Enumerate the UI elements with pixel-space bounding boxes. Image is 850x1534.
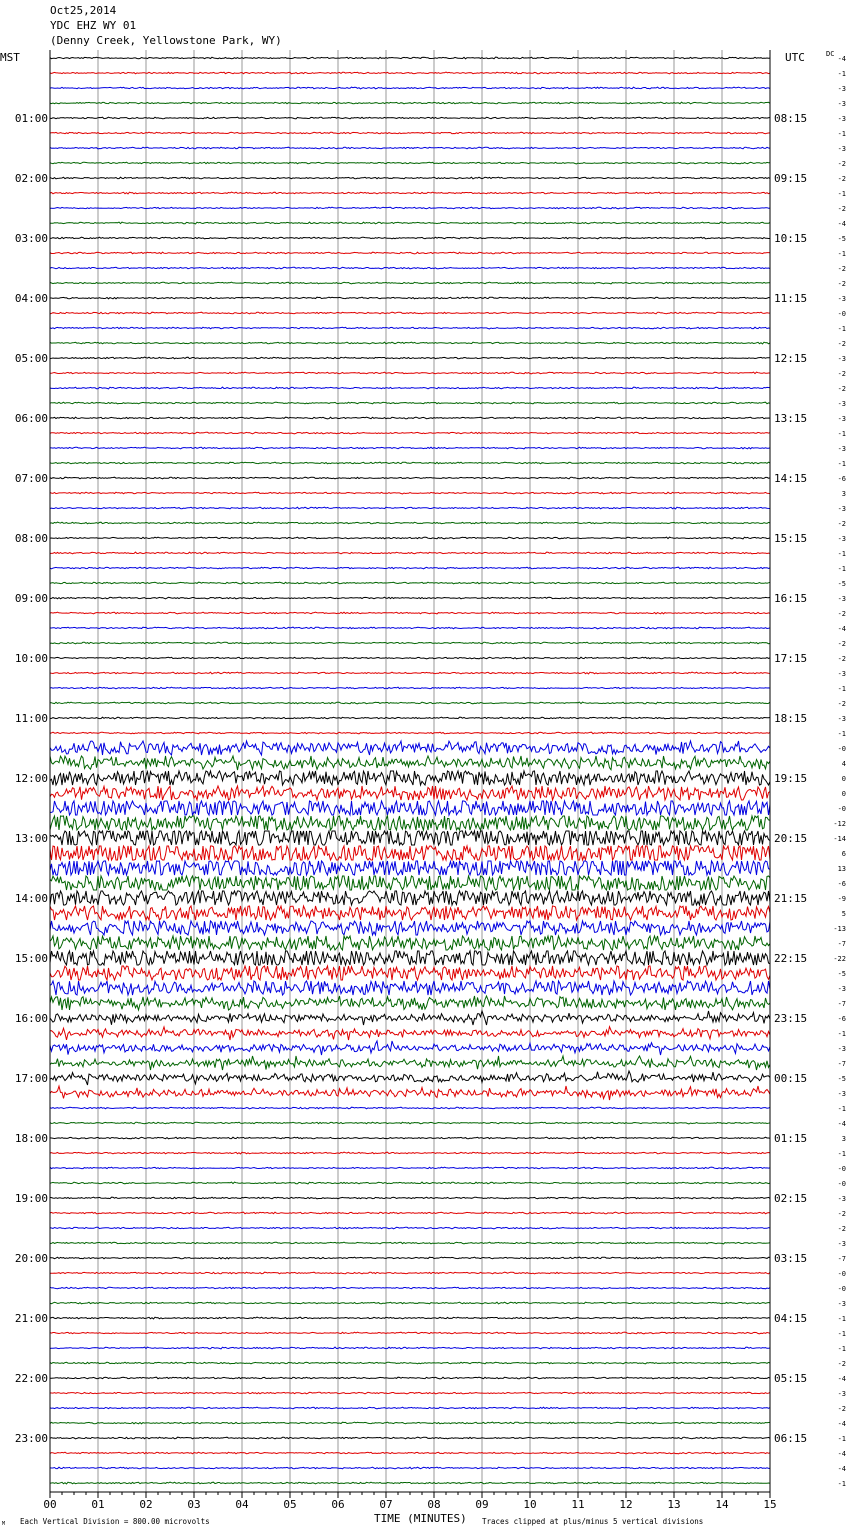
x-tick-label: 06 (331, 1498, 345, 1511)
mst-hour-label: 14:00 (14, 892, 48, 905)
trace-row (50, 906, 770, 920)
mst-hour-label: 21:00 (14, 1312, 48, 1325)
dc-offset-label: -1 (837, 1150, 846, 1158)
trace-row (50, 237, 770, 239)
trace-row (50, 1362, 770, 1364)
trace-row (50, 1302, 770, 1304)
dc-offset-label: -1 (837, 685, 846, 693)
dc-offset-label: 13 (837, 865, 846, 873)
dc-offset-labels (833, 55, 846, 1488)
trace-row (50, 1107, 770, 1109)
trace-row (50, 981, 770, 995)
mst-hour-label: 09:00 (14, 592, 48, 605)
mst-hour-label: 20:00 (14, 1252, 48, 1265)
dc-offset-label: -2 (837, 1210, 846, 1218)
vertical-division-note: Each Vertical Division = 800.00 microvolts (20, 1517, 210, 1526)
trace-row (50, 1011, 770, 1025)
dc-column-label: DC (826, 50, 835, 58)
trace-row (50, 417, 770, 419)
dc-offset-label: -1 (837, 565, 846, 573)
trace-row (50, 786, 770, 800)
trace-row (50, 996, 770, 1010)
dc-offset-label: -3 (837, 295, 846, 303)
dc-offset-label: -4 (837, 55, 846, 63)
dc-offset-label: -9 (837, 895, 846, 903)
dc-offset-label: -2 (837, 205, 846, 213)
trace-row (50, 831, 770, 845)
dc-offset-label: 3 (841, 490, 846, 498)
x-tick-label: 00 (43, 1498, 57, 1511)
mst-hour-label: 10:00 (14, 652, 48, 665)
trace-row (50, 282, 770, 284)
trace-row (50, 801, 770, 815)
dc-offset-label: -2 (837, 1225, 846, 1233)
trace-row (50, 1197, 770, 1199)
dc-offset-label: -4 (837, 625, 846, 633)
dc-offset-label: -22 (833, 955, 846, 963)
trace-row (50, 522, 770, 524)
trace-row (50, 642, 770, 644)
trace-row (50, 1257, 770, 1259)
x-tick-label: 03 (187, 1498, 201, 1511)
dc-offset-label: -1 (837, 1330, 846, 1338)
dc-offset-label: -2 (837, 1360, 846, 1368)
utc-hour-label: 14:15 (774, 472, 808, 485)
trace-row (50, 387, 770, 389)
dc-offset-label: -6 (837, 880, 846, 888)
trace-row (50, 1317, 770, 1319)
dc-offset-label: -1 (837, 730, 846, 738)
trace-row (50, 492, 770, 494)
dc-offset-label: -0 (837, 1180, 846, 1188)
trace-row (50, 252, 770, 254)
mst-hour-labels (15, 112, 48, 1445)
dc-offset-label: -3 (837, 985, 846, 993)
utc-hour-label: 10:15 (774, 232, 808, 245)
utc-hour-label: 01:15 (774, 1132, 808, 1145)
trace-row (50, 1422, 770, 1424)
dc-offset-label: -3 (837, 595, 846, 603)
trace-row (50, 1347, 770, 1349)
dc-offset-label: -2 (837, 265, 846, 273)
trace-row (50, 87, 770, 89)
trace-row (50, 462, 770, 464)
trace-row (50, 687, 770, 689)
trace-row (50, 771, 770, 785)
trace-row (50, 597, 770, 599)
trace-row (50, 1452, 770, 1454)
dc-offset-label: -2 (837, 640, 846, 648)
dc-offset-label: -3 (837, 355, 846, 363)
mst-hour-label: 13:00 (14, 832, 48, 845)
mst-hour-label: 12:00 (14, 772, 48, 785)
trace-row (50, 1272, 770, 1274)
trace-row (50, 177, 770, 179)
x-tick-label: 10 (523, 1498, 537, 1511)
dc-offset-label: -1 (837, 70, 846, 78)
trace-row (50, 162, 770, 164)
dc-offset-label: -4 (837, 1420, 846, 1428)
mst-hour-label: 23:00 (14, 1432, 48, 1445)
trace-row (50, 921, 770, 935)
trace-row (50, 72, 770, 74)
trace-row (50, 147, 770, 149)
dc-offset-label: -2 (837, 370, 846, 378)
x-tick-label: 14 (715, 1498, 729, 1511)
x-tick-label: 07 (379, 1498, 393, 1511)
mst-hour-label: 18:00 (14, 1132, 48, 1145)
dc-offset-label: -4 (837, 1450, 846, 1458)
trace-row (50, 267, 770, 269)
mst-hour-label: 15:00 (14, 952, 48, 965)
right-timezone-label: UTC (785, 51, 805, 64)
dc-offset-label: 5 (841, 910, 846, 918)
trace-row (50, 717, 770, 719)
dc-offset-label: -6 (837, 1015, 846, 1023)
dc-offset-label: -1 (837, 430, 846, 438)
dc-offset-label: -1 (837, 1435, 846, 1443)
dc-offset-label: 4 (841, 760, 846, 768)
utc-hour-label: 15:15 (774, 532, 808, 545)
trace-row (50, 861, 770, 875)
dc-offset-label: -6 (837, 475, 846, 483)
utc-hour-labels (774, 112, 807, 1445)
dc-offset-label: -1 (837, 1105, 846, 1113)
utc-hour-label: 22:15 (774, 952, 808, 965)
trace-row (50, 1377, 770, 1379)
utc-hour-label: 19:15 (774, 772, 808, 785)
mst-hour-label: 16:00 (14, 1012, 48, 1025)
dc-offset-label: -1 (837, 325, 846, 333)
minute-gridlines (98, 50, 722, 1492)
trace-row (50, 297, 770, 299)
utc-hour-label: 05:15 (774, 1372, 808, 1385)
trace-row (50, 951, 770, 965)
dc-offset-label: -3 (837, 1390, 846, 1398)
x-tick-label: 13 (667, 1498, 681, 1511)
trace-row (50, 537, 770, 539)
x-tick-label: 05 (283, 1498, 297, 1511)
x-tick-label: 01 (91, 1498, 105, 1511)
dc-offset-label: -3 (837, 415, 846, 423)
dc-offset-label: -7 (837, 1060, 846, 1068)
utc-hour-label: 04:15 (774, 1312, 808, 1325)
mst-hour-label: 17:00 (14, 1072, 48, 1085)
mst-hour-label: 04:00 (14, 292, 48, 305)
dc-offset-label: -1 (837, 1345, 846, 1353)
trace-row (50, 1407, 770, 1409)
utc-hour-label: 18:15 (774, 712, 808, 725)
trace-row (50, 702, 770, 704)
trace-row (50, 117, 770, 119)
trace-row (50, 627, 770, 629)
utc-hour-label: 08:15 (774, 112, 808, 125)
trace-row (50, 1482, 770, 1484)
trace-row (50, 1467, 770, 1469)
x-tick-label: 15 (763, 1498, 777, 1511)
dc-offset-label: -0 (837, 805, 846, 813)
clipping-note: Traces clipped at plus/minus 5 vertical divisions (482, 1517, 704, 1526)
utc-hour-label: 11:15 (774, 292, 808, 305)
dc-offset-label: -3 (837, 1195, 846, 1203)
dc-offset-label: -4 (837, 1465, 846, 1473)
mst-hour-label: 19:00 (14, 1192, 48, 1205)
dc-offset-label: -3 (837, 505, 846, 513)
trace-row (50, 357, 770, 359)
utc-hour-label: 00:15 (774, 1072, 808, 1085)
dc-offset-label: -1 (837, 250, 846, 258)
dc-offset-label: -0 (837, 1165, 846, 1173)
trace-row (50, 1041, 770, 1055)
trace-row (50, 816, 770, 830)
trace-row (50, 1182, 770, 1184)
mst-hour-label: 22:00 (14, 1372, 48, 1385)
dc-offset-label: -7 (837, 940, 846, 948)
trace-row (50, 402, 770, 404)
utc-hour-label: 23:15 (774, 1012, 808, 1025)
trace-row (50, 1152, 770, 1154)
trace-row (50, 1227, 770, 1229)
trace-row (50, 507, 770, 509)
dc-offset-label: -3 (837, 85, 846, 93)
trace-row (50, 102, 770, 104)
dc-offset-label: -3 (837, 715, 846, 723)
dc-offset-label: -3 (837, 115, 846, 123)
trace-row (50, 447, 770, 449)
dc-offset-label: -2 (837, 610, 846, 618)
utc-hour-label: 12:15 (774, 352, 808, 365)
mst-hour-label: 03:00 (14, 232, 48, 245)
dc-offset-label: -2 (837, 280, 846, 288)
trace-row (50, 1167, 770, 1169)
dc-offset-label: -2 (837, 385, 846, 393)
dc-offset-label: -0 (837, 1285, 846, 1293)
dc-offset-label: -0 (837, 745, 846, 753)
utc-hour-label: 02:15 (774, 1192, 808, 1205)
chart-date: Oct25,2014 (50, 4, 117, 17)
dc-offset-label: -2 (837, 520, 846, 528)
dc-offset-label: -2 (837, 1405, 846, 1413)
station-code: YDC EHZ WY 01 (50, 19, 137, 32)
utc-hour-label: 16:15 (774, 592, 808, 605)
mst-hour-label: 05:00 (14, 352, 48, 365)
trace-row (50, 1056, 770, 1070)
dc-offset-label: 0 (841, 790, 846, 798)
dc-offset-label: -1 (837, 550, 846, 558)
x-tick-label: 02 (139, 1498, 153, 1511)
dc-offset-label: -5 (837, 1075, 846, 1083)
x-tick-label: 12 (619, 1498, 633, 1511)
dc-offset-label: -4 (837, 220, 846, 228)
trace-row (50, 192, 770, 194)
dc-offset-label: -5 (837, 970, 846, 978)
dc-offset-label: 6 (841, 850, 846, 858)
dc-offset-label: -4 (837, 1120, 846, 1128)
station-location: (Denny Creek, Yellowstone Park, WY) (50, 34, 282, 47)
utc-hour-label: 06:15 (774, 1432, 808, 1445)
dc-offset-label: -1 (837, 460, 846, 468)
trace-row (50, 342, 770, 344)
trace-row (50, 132, 770, 134)
trace-row (50, 672, 770, 674)
dc-offset-label: -2 (837, 340, 846, 348)
left-timezone-label: MST (0, 51, 20, 64)
dc-offset-label: -2 (837, 175, 846, 183)
dc-offset-label: -3 (837, 400, 846, 408)
dc-offset-label: -13 (833, 925, 846, 933)
dc-offset-label: -2 (837, 700, 846, 708)
trace-row (50, 207, 770, 209)
trace-row (50, 432, 770, 434)
trace-row (50, 1242, 770, 1244)
trace-row (50, 552, 770, 554)
seismic-traces (50, 57, 770, 1484)
mst-hour-label: 01:00 (14, 112, 48, 125)
dc-offset-label: -1 (837, 190, 846, 198)
trace-row (50, 891, 770, 905)
utc-hour-label: 09:15 (774, 172, 808, 185)
dc-offset-label: -3 (837, 670, 846, 678)
mst-hour-label: 06:00 (14, 412, 48, 425)
dc-offset-label: 0 (841, 775, 846, 783)
dc-offset-label: -3 (837, 1300, 846, 1308)
dc-offset-label: -0 (837, 1270, 846, 1278)
dc-offset-label: -2 (837, 160, 846, 168)
trace-row (50, 567, 770, 569)
trace-row (50, 1122, 770, 1124)
dc-offset-label: -0 (837, 310, 846, 318)
trace-row (50, 732, 770, 734)
trace-row (50, 1287, 770, 1289)
dc-offset-label: -3 (837, 1090, 846, 1098)
mst-hour-label: 02:00 (14, 172, 48, 185)
x-tick-label: 11 (571, 1498, 585, 1511)
dc-offset-label: -4 (837, 1375, 846, 1383)
trace-row (50, 57, 770, 59)
trace-row (50, 756, 770, 770)
x-tick-labels (43, 1498, 776, 1511)
trace-row (50, 936, 770, 950)
x-tick-label: 04 (235, 1498, 249, 1511)
dc-offset-label: -14 (833, 835, 846, 843)
dc-offset-label: 3 (841, 1135, 846, 1143)
trace-row (50, 966, 770, 980)
dc-offset-label: -5 (837, 580, 846, 588)
dc-offset-label: -3 (837, 445, 846, 453)
corner-mark: M (2, 1521, 6, 1527)
trace-row (50, 312, 770, 314)
dc-offset-label: -1 (837, 130, 846, 138)
trace-row (50, 1212, 770, 1214)
dc-offset-label: -7 (837, 1255, 846, 1263)
utc-hour-label: 13:15 (774, 412, 808, 425)
trace-row (50, 582, 770, 584)
dc-offset-label: -2 (837, 655, 846, 663)
trace-row (50, 657, 770, 659)
trace-row (50, 372, 770, 374)
trace-row (50, 741, 770, 755)
dc-offset-label: -3 (837, 1240, 846, 1248)
dc-offset-label: -12 (833, 820, 846, 828)
x-tick-label: 08 (427, 1498, 441, 1511)
trace-row (50, 1137, 770, 1139)
utc-hour-label: 21:15 (774, 892, 808, 905)
dc-offset-label: -1 (837, 1030, 846, 1038)
mst-hour-label: 07:00 (14, 472, 48, 485)
x-tick-label: 09 (475, 1498, 489, 1511)
trace-row (50, 1332, 770, 1334)
trace-row (50, 327, 770, 329)
trace-row (50, 1027, 770, 1040)
trace-row (50, 477, 770, 479)
dc-offset-label: -3 (837, 1045, 846, 1053)
dc-offset-label: -1 (837, 1315, 846, 1323)
dc-offset-label: -1 (837, 1480, 846, 1488)
dc-offset-label: -7 (837, 1000, 846, 1008)
trace-row (50, 1437, 770, 1439)
utc-hour-label: 03:15 (774, 1252, 808, 1265)
dc-offset-label: -3 (837, 535, 846, 543)
trace-row (50, 876, 770, 890)
utc-hour-label: 20:15 (774, 832, 808, 845)
mst-hour-label: 08:00 (14, 532, 48, 545)
mst-hour-label: 11:00 (14, 712, 48, 725)
dc-offset-label: -3 (837, 100, 846, 108)
trace-row (50, 846, 770, 860)
trace-row (50, 1392, 770, 1394)
dc-offset-label: -5 (837, 235, 846, 243)
trace-row (50, 612, 770, 614)
x-axis-label: TIME (MINUTES) (374, 1512, 467, 1525)
trace-row (50, 1086, 770, 1100)
dc-offset-label: -3 (837, 145, 846, 153)
utc-hour-label: 17:15 (774, 652, 808, 665)
trace-row (50, 222, 770, 224)
trace-row (50, 1071, 770, 1085)
